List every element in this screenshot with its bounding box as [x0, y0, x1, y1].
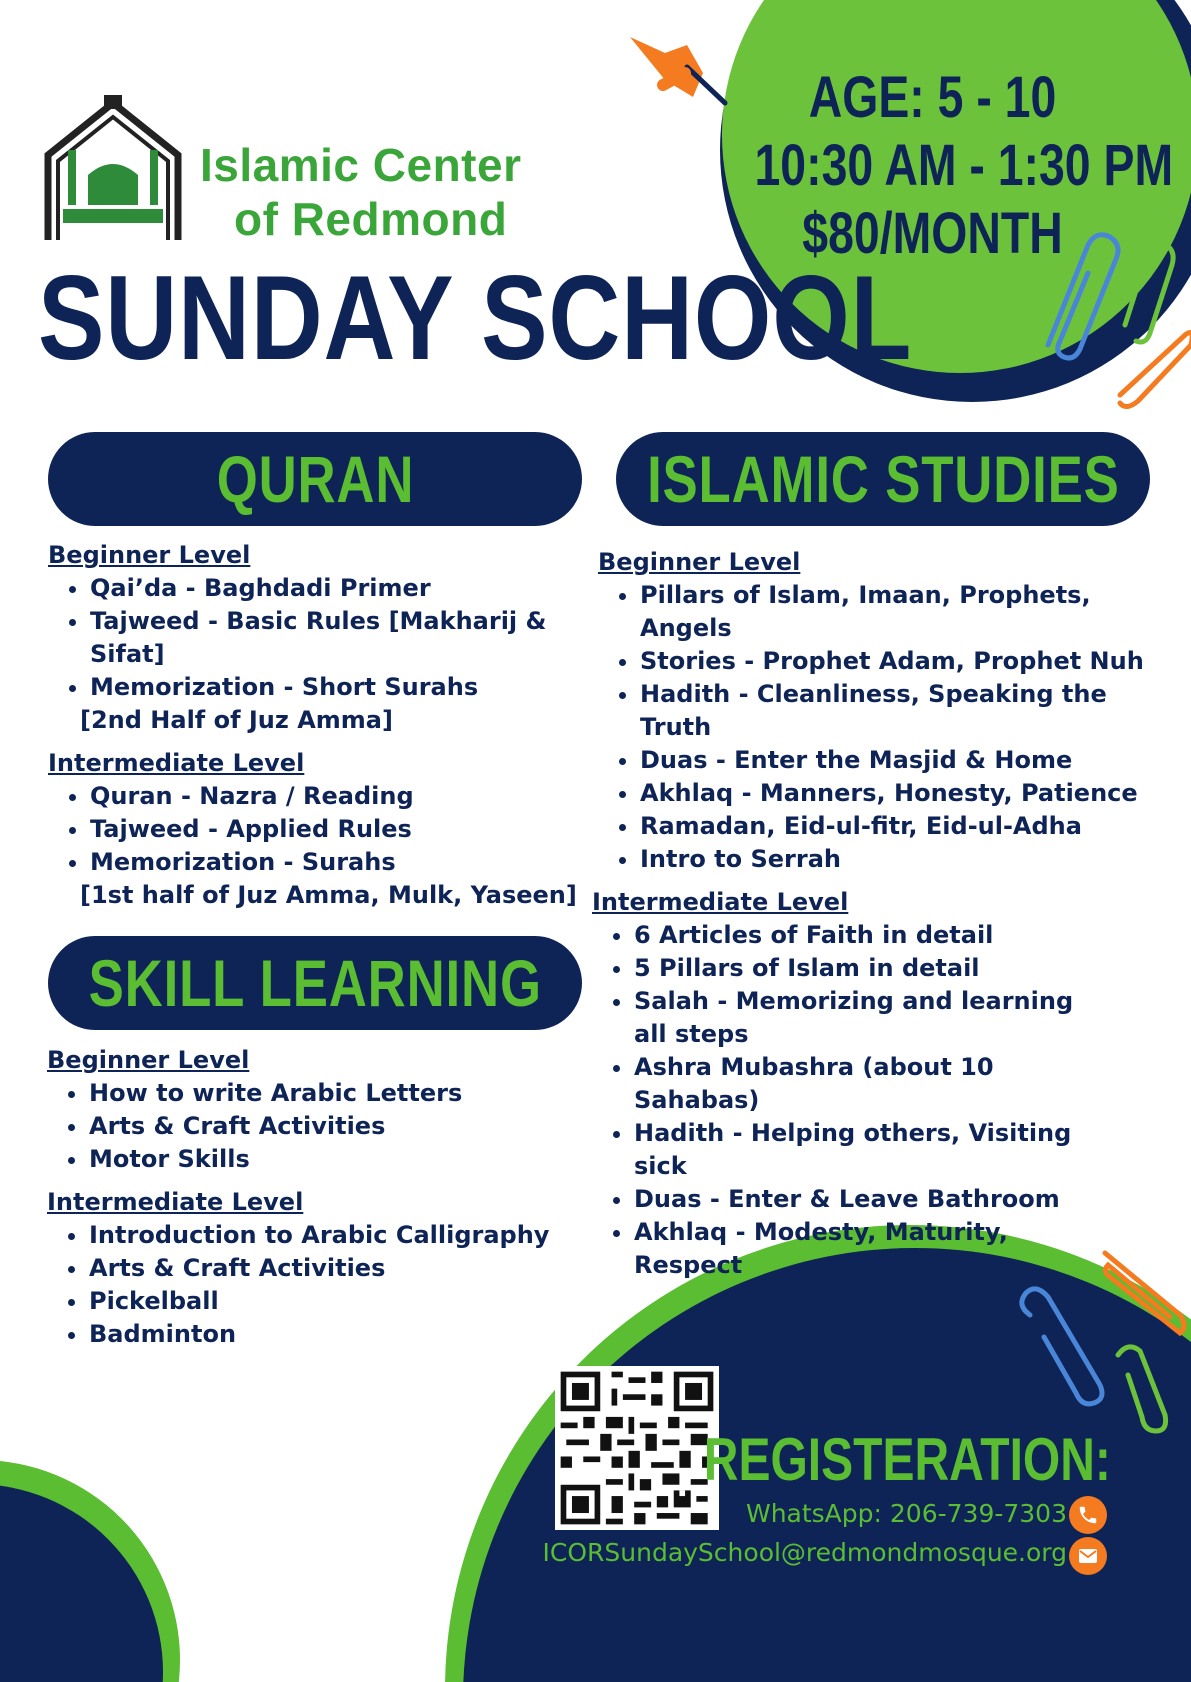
- skill-beginner-list: [47, 1077, 607, 1176]
- islamic-beginner-list: [598, 579, 1168, 876]
- list-item: • Pillars of Islam, Imaan, Prophets, Angels: [640, 579, 1168, 645]
- skill-intermediate-label: Intermediate Level: [47, 1188, 304, 1216]
- page-title: SUNDAY SCHOOL: [38, 251, 913, 385]
- list-item: • Akhlaq - Manners, Honesty, Patience: [640, 777, 1168, 810]
- list-item: • Pickelball: [89, 1285, 607, 1318]
- quran-header: [48, 432, 582, 526]
- islamic-studies-header: [616, 432, 1150, 526]
- islamic-studies-heading: ISLAMIC STUDIES: [646, 442, 1120, 516]
- skill-learning-heading: SKILL LEARNING: [88, 946, 542, 1020]
- registration-heading: REGISTERATION:: [703, 1426, 1111, 1493]
- list-item: • Duas - Enter the Masjid & Home: [640, 744, 1168, 777]
- list-item-continuation: [2nd Half of Juz Amma]: [80, 706, 393, 734]
- org-name-line1: Islamic Center: [200, 139, 522, 191]
- islamic-studies-section: [592, 546, 1168, 1282]
- skill-learning-section: [47, 1044, 607, 1351]
- islamic-intermediate-label: Intermediate Level: [592, 888, 849, 916]
- qr-code[interactable]: [555, 1366, 719, 1530]
- list-item: • Tajweed - Basic Rules [Makharij & Sifat]: [90, 605, 608, 671]
- schedule-info: [710, 64, 1174, 268]
- list-item: • Introduction to Arabic Calligraphy: [89, 1219, 607, 1252]
- list-item: • Stories - Prophet Adam, Prophet Nuh: [640, 645, 1168, 678]
- list-item: • 6 Articles of Faith in detail: [634, 919, 1074, 952]
- list-item: • Hadith - Cleanliness, Speaking the Truth: [640, 678, 1168, 744]
- list-item: • How to write Arabic Letters: [89, 1077, 607, 1110]
- email-link[interactable]: ICORSundaySchool@redmondmosque.org: [542, 1538, 1067, 1567]
- list-item: • 5 Pillars of Islam in detail: [634, 952, 1074, 985]
- monthly-fee: $80/MONTH: [802, 201, 1063, 266]
- list-item: • Akhlaq - Modesty, Maturity, Respect: [634, 1216, 1074, 1282]
- class-time: 10:30 AM - 1:30 PM: [754, 133, 1174, 198]
- islamic-intermediate-list: [598, 919, 1074, 1282]
- skill-learning-header: [48, 936, 582, 1030]
- quran-intermediate-label: Intermediate Level: [48, 749, 305, 777]
- list-item: • Ashra Mubashra (about 10 Sahabas): [634, 1051, 1074, 1117]
- quran-section: [48, 539, 608, 912]
- list-item: • Qai’da - Baghdadi Primer: [90, 572, 608, 605]
- list-item: • Motor Skills: [89, 1143, 607, 1176]
- list-item: • Quran - Nazra / Reading: [90, 780, 608, 813]
- phone-icon: [1069, 1496, 1107, 1534]
- whatsapp-link[interactable]: WhatsApp: 206-739-7303: [745, 1499, 1067, 1528]
- mosque-logo-icon: [38, 95, 188, 245]
- list-item: • Memorization - Surahs: [90, 846, 608, 879]
- org-name: [200, 138, 521, 246]
- list-item-continuation: [1st half of Juz Amma, Mulk, Yaseen]: [80, 881, 577, 909]
- list-item: • Tajweed - Applied Rules: [90, 813, 608, 846]
- list-item: • Arts & Craft Activities: [89, 1110, 607, 1143]
- mail-icon: [1069, 1537, 1107, 1575]
- list-item: • Memorization - Short Surahs: [90, 671, 608, 704]
- org-name-line2: of Redmond: [234, 193, 508, 245]
- list-item: • Hadith - Helping others, Visiting sick: [634, 1117, 1074, 1183]
- list-item: • Arts & Craft Activities: [89, 1252, 607, 1285]
- list-item: • Salah - Memorizing and learning all steps: [634, 985, 1074, 1051]
- quran-heading: QURAN: [216, 442, 414, 516]
- list-item: • Ramadan, Eid-ul-fitr, Eid-ul-Adha: [640, 810, 1168, 843]
- list-item: • Duas - Enter & Leave Bathroom: [634, 1183, 1074, 1216]
- quran-beginner-label: Beginner Level: [48, 541, 251, 569]
- quran-beginner-list: [48, 572, 608, 737]
- islamic-beginner-label: Beginner Level: [598, 548, 801, 576]
- skill-beginner-label: Beginner Level: [47, 1046, 250, 1074]
- quran-intermediate-list: [48, 780, 608, 912]
- list-item: • Intro to Serrah: [640, 843, 1168, 876]
- skill-intermediate-list: [47, 1219, 607, 1351]
- list-item: • Badminton: [89, 1318, 607, 1351]
- age-range: AGE: 5 - 10: [808, 65, 1057, 130]
